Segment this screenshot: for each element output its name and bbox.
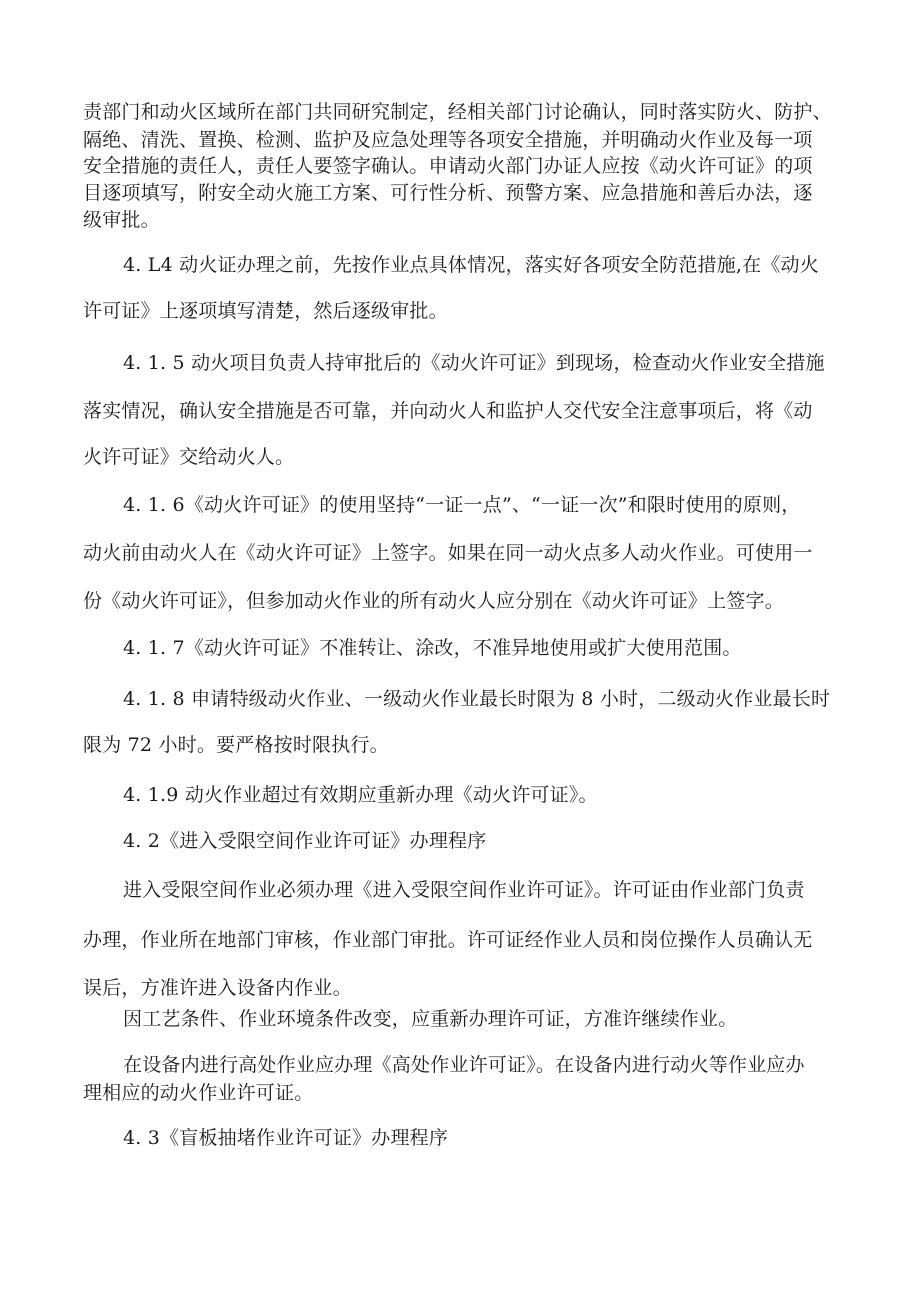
paragraph-line: 隔绝、清洗、置换、检测、监护及应急处理等各项安全措施，并明确动火作业及每一项 [83,129,813,151]
paragraph-line: 4. 1. 6《动火许可证》的使用坚持“一证一点”、“一证一次”和限时使用的原则， [123,494,801,516]
paragraph-line: 4. 1. 8 申请特级动火作业、一级动火作业最长时限为 8 小时，二级动火作业最长时 [123,688,831,710]
section-heading: 4. 3《盲板抽堵作业许可证》办理程序 [123,1127,449,1149]
paragraph-line: 份《动火许可证》，但参加动火作业的所有动火人应分别在《动火许可证》上签字。 [83,590,784,612]
paragraph-line: 4. 1. 7《动火许可证》不准转让、涂改，不准异地使用或扩大使用范围。 [123,637,742,659]
paragraph-line: 4. 1.9 动火作业超过有效期应重新办理《动火许可证》。 [123,784,598,806]
paragraph-line: 责部门和动火区域所在部门共同研究制定，经相关部门讨论确认，同时落实防火、防护、 [83,101,832,123]
section-heading: 4. 2《进入受限空间作业许可证》办理程序 [123,830,487,852]
paragraph-line: 在设备内进行高处作业应办理《高处作业许可证》。在设备内进行动火等作业应办 [123,1054,805,1076]
paragraph-line: 因工艺条件、作业环境条件改变，应重新办理许可证，方准许继续作业。 [123,1008,738,1030]
paragraph-line: 4. 1. 5 动火项目负责人持审批后的《动火许可证》到现场，检查动火作业安全措施 [123,352,825,374]
paragraph-line: 误后，方准许进入设备内作业。 [83,977,352,999]
paragraph-line: 办理，作业所在地部门审核，作业部门审批。许可证经作业人员和岗位操作人员确认无 [83,929,813,951]
paragraph-line: 火许可证》交给动火人。 [83,446,295,468]
paragraph-line: 4. L4 动火证办理之前，先按作业点具体情况，落实好各项安全防范措施,在《动火 [123,254,819,276]
paragraph-line: 目逐项填写，附安全动火施工方案、可行性分析、预警方案、应急措施和善后办法，逐 [83,182,813,204]
paragraph-line: 安全措施的责任人，责任人要签字确认。申请动火部门办证人应按《动火许可证》的项 [83,155,813,177]
paragraph-line: 落实情况，确认安全措施是否可靠，并向动火人和监护人交代安全注意事项后，将《动 [83,400,813,422]
paragraph-line: 许可证》上逐项填写清楚，然后逐级审批。 [83,300,448,322]
paragraph-line: 动火前由动火人在《动火许可证》上签字。如果在同一动火点多人动火作业。可使用一 [83,542,813,564]
paragraph-line: 限为 72 小时。要严格按时限执行。 [83,734,389,756]
paragraph-line: 级审批。 [83,209,160,231]
paragraph-line: 进入受限空间作业必须办理《进入受限空间作业许可证》。许可证由作业部门负责 [123,879,805,901]
paragraph-line: 理相应的动火作业许可证。 [83,1082,314,1104]
